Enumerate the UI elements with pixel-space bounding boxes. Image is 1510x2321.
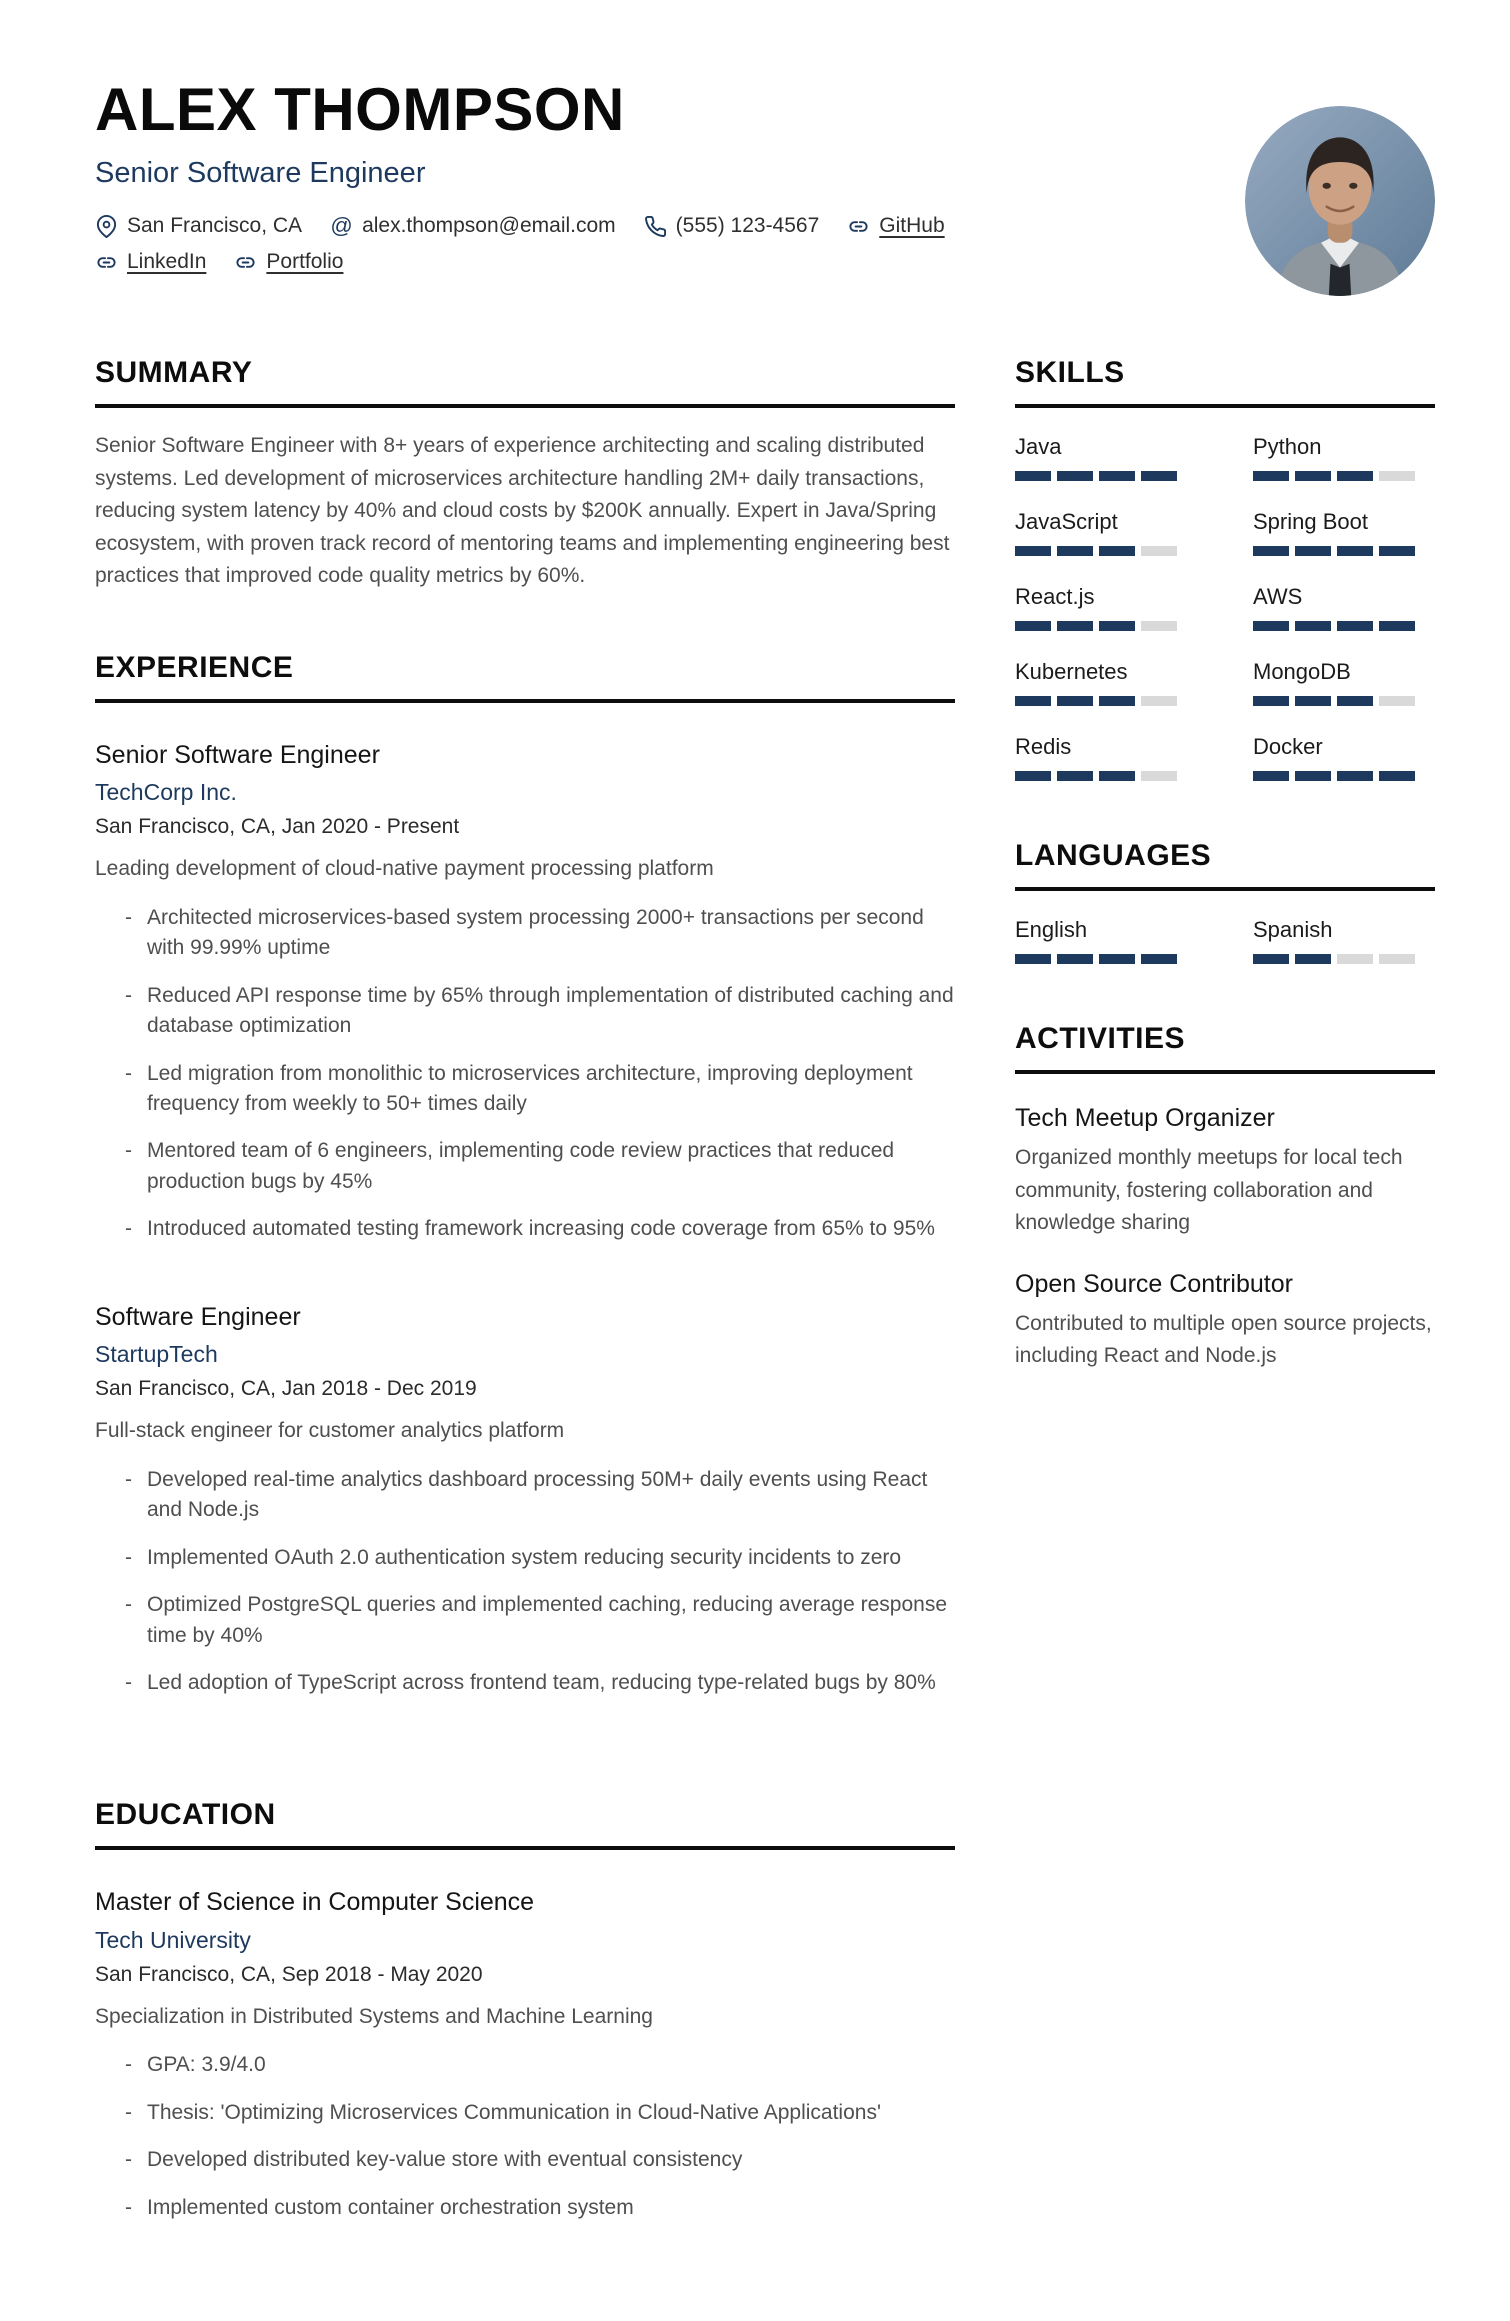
- bar-segment-filled: [1379, 621, 1415, 631]
- main-column: [95, 356, 955, 2281]
- skill-item: [1015, 434, 1197, 481]
- bar-segment-filled: [1253, 546, 1289, 556]
- bar-segment-filled: [1099, 696, 1135, 706]
- education-bullet-list: [95, 2050, 955, 2223]
- school-name: Tech University: [95, 1926, 251, 1953]
- languages-heading: LANGUAGES: [1015, 839, 1435, 891]
- linkedin-link[interactable]: LinkedIn: [127, 250, 207, 273]
- bar-segment-filled: [1057, 954, 1093, 964]
- bar-segment-filled: [1057, 546, 1093, 556]
- bar-segment-filled: [1379, 546, 1415, 556]
- bar-segment-filled: [1295, 621, 1331, 631]
- bar-segment-filled: [1015, 771, 1051, 781]
- contact-linkedin: [95, 250, 206, 274]
- skill-item: [1015, 734, 1197, 781]
- bar-segment-filled: [1057, 471, 1093, 481]
- activities-heading: ACTIVITIES: [1015, 1022, 1435, 1074]
- degree-title: Master of Science in Computer Science: [95, 1888, 535, 1917]
- header-identity: [95, 78, 945, 274]
- activity-title: Tech Meetup Organizer: [1015, 1104, 1275, 1132]
- experience-section: [95, 651, 955, 1699]
- bullet-item: [95, 2050, 955, 2080]
- skill-name: Java: [1015, 434, 1062, 459]
- summary-text: Senior Software Engineer with 8+ years of experience architecting and scaling distributed systems. Led development of microservices architecture handling 2M+ daily transactions, reducing system latency by 40% and cloud costs by $200K annually. Expert in Java/Spring ecosystem, with proven track record of mentoring teams and implementing engineering best practices that improved code quality metrics by 60%.: [95, 434, 950, 588]
- bar-segment-filled: [1015, 696, 1051, 706]
- bar-segment-filled: [1099, 954, 1135, 964]
- skill-name: Spring Boot: [1253, 509, 1368, 534]
- skill-level-bar: [1015, 771, 1197, 781]
- header: [95, 78, 1435, 296]
- bullet-list: [95, 903, 955, 1245]
- bullet-text: - Mentored team of 6 engineers, implementing code review practices that reduced production bugs by 45%: [147, 1139, 895, 1193]
- summary-heading: SUMMARY: [95, 356, 955, 408]
- bar-segment-filled: [1295, 771, 1331, 781]
- bullet-text: - Reduced API response time by 65% through implementation of distributed caching and database optimization: [147, 983, 954, 1038]
- bullet-item: [95, 1136, 955, 1197]
- bullet-list: [95, 1465, 955, 1699]
- bar-segment-filled: [1057, 771, 1093, 781]
- bar-segment-filled: [1015, 954, 1051, 964]
- bar-segment-filled: [1379, 771, 1415, 781]
- bar-segment-filled: [1253, 954, 1289, 964]
- github-link[interactable]: GitHub: [879, 214, 945, 237]
- skill-item: [1253, 659, 1435, 706]
- bullet-text: - Introduced automated testing framework increasing code coverage from 65% to 95%: [147, 1217, 935, 1241]
- job-description: Leading development of cloud-native payment processing platform: [95, 857, 714, 881]
- location-pin-icon: [95, 215, 118, 238]
- link-icon: [234, 251, 257, 274]
- education-heading: EDUCATION: [95, 1798, 955, 1850]
- language-item: [1253, 917, 1435, 964]
- language-level-bar: [1015, 954, 1197, 964]
- skill-level-bar: [1253, 471, 1435, 481]
- bullet-text: - Thesis: 'Optimizing Microservices Communication in Cloud-Native Applications': [147, 2100, 881, 2124]
- contact-location-text: San Francisco, CA: [127, 214, 303, 237]
- bar-segment-filled: [1141, 471, 1177, 481]
- bar-segment-filled: [1337, 471, 1373, 481]
- bullet-text: - Developed distributed key-value store with eventual consistency: [147, 2148, 743, 2172]
- bullet-text: - Implemented OAuth 2.0 authentication system reducing security incidents to zero: [147, 1545, 902, 1569]
- person-role-title: Senior Software Engineer: [95, 157, 426, 189]
- education-location-dates: San Francisco, CA, Sep 2018 - May 2020: [95, 1962, 483, 1986]
- education-description: Specialization in Distributed Systems and Machine Learning: [95, 2004, 653, 2028]
- contact-block: [95, 214, 945, 274]
- skill-name: AWS: [1253, 584, 1303, 609]
- bar-segment-filled: [1099, 621, 1135, 631]
- bullet-item: [95, 1668, 955, 1698]
- skill-level-bar: [1015, 471, 1197, 481]
- bullet-text: - Led adoption of TypeScript across frontend team, reducing type-related bugs by 80%: [147, 1670, 936, 1694]
- skill-level-bar: [1253, 621, 1435, 631]
- bar-segment-filled: [1295, 471, 1331, 481]
- link-icon: [847, 215, 870, 238]
- activity-description: Organized monthly meetups for local tech community, fostering collaboration and knowledge sharing: [1015, 1146, 1403, 1235]
- skills-heading: SKILLS: [1015, 356, 1435, 408]
- bullet-item: [95, 1543, 955, 1573]
- skill-level-bar: [1253, 696, 1435, 706]
- bullet-item: [95, 1059, 955, 1120]
- bar-segment-filled: [1253, 621, 1289, 631]
- job-entry: [95, 1301, 955, 1699]
- bar-segment-empty: [1141, 546, 1177, 556]
- skill-name: React.js: [1015, 584, 1095, 609]
- bar-segment-empty: [1141, 621, 1177, 631]
- language-level-bar: [1253, 954, 1435, 964]
- person-name: ALEX THOMPSON: [95, 76, 625, 143]
- job-title: Software Engineer: [95, 1302, 301, 1331]
- content-columns: [95, 356, 1435, 2281]
- bullet-text: - Optimized PostgreSQL queries and implemented caching, reducing average response time by 40%: [147, 1593, 948, 1647]
- bullet-text: - GPA: 3.9/4.0: [147, 2053, 266, 2077]
- job-title: Senior Software Engineer: [95, 740, 380, 769]
- bar-segment-filled: [1337, 546, 1373, 556]
- contact-phone: [644, 214, 820, 238]
- sidebar-column: [1015, 356, 1435, 2281]
- skill-level-bar: [1015, 546, 1197, 556]
- bar-segment-filled: [1141, 954, 1177, 964]
- skill-item: [1015, 509, 1197, 556]
- link-icon: [95, 251, 118, 274]
- activity-item: [1015, 1270, 1435, 1373]
- activity-description: Contributed to multiple open source projects, including React and Node.js: [1015, 1311, 1432, 1368]
- skill-item: [1253, 584, 1435, 631]
- profile-photo: [1245, 106, 1435, 296]
- skill-name: Docker: [1253, 734, 1323, 759]
- bar-segment-empty: [1379, 696, 1415, 706]
- bar-segment-filled: [1295, 696, 1331, 706]
- skill-name: MongoDB: [1253, 659, 1351, 684]
- contact-email: [330, 214, 616, 238]
- bar-segment-filled: [1015, 546, 1051, 556]
- skill-item: [1015, 659, 1197, 706]
- bar-segment-filled: [1253, 771, 1289, 781]
- company-name: TechCorp Inc.: [95, 779, 237, 806]
- skill-level-bar: [1015, 621, 1197, 631]
- activities-section: [1015, 1022, 1435, 1373]
- bullet-text: - Implemented custom container orchestration system: [147, 2195, 634, 2219]
- experience-heading: EXPERIENCE: [95, 651, 955, 703]
- profile-photo-illustration: [1245, 106, 1435, 296]
- bar-segment-filled: [1015, 471, 1051, 481]
- bar-segment-filled: [1253, 696, 1289, 706]
- contact-email-text: alex.thompson@email.com: [362, 214, 616, 237]
- phone-icon: [644, 215, 667, 238]
- bullet-text: - Led migration from monolithic to microservices architecture, improving deployment frequency from weekly to 50+ times daily: [147, 1061, 913, 1115]
- bullet-text: - Developed real-time analytics dashboard processing 50M+ daily events using React and Node.js: [147, 1467, 928, 1522]
- contact-github: [847, 214, 944, 238]
- company-name: StartupTech: [95, 1341, 218, 1368]
- skill-name: Kubernetes: [1015, 659, 1128, 684]
- job-location-dates: San Francisco, CA, Jan 2018 - Dec 2019: [95, 1377, 477, 1401]
- bar-segment-empty: [1379, 471, 1415, 481]
- skill-item: [1015, 584, 1197, 631]
- at-icon: @: [330, 213, 353, 238]
- bar-segment-empty: [1379, 954, 1415, 964]
- bar-segment-empty: [1141, 696, 1177, 706]
- bullet-item: [95, 1590, 955, 1651]
- bar-segment-empty: [1337, 954, 1373, 964]
- contact-row-1: [95, 214, 945, 238]
- skill-name: JavaScript: [1015, 509, 1118, 534]
- job-entry: [95, 739, 955, 1245]
- bar-segment-filled: [1253, 471, 1289, 481]
- bar-segment-filled: [1337, 771, 1373, 781]
- bar-segment-filled: [1295, 546, 1331, 556]
- skill-name: Redis: [1015, 734, 1072, 759]
- language-item: [1015, 917, 1197, 964]
- bar-segment-filled: [1295, 954, 1331, 964]
- bullet-item: [95, 1465, 955, 1526]
- activities-list: [1015, 1104, 1435, 1373]
- bullet-item: [95, 2193, 955, 2223]
- job-location-dates: San Francisco, CA, Jan 2020 - Present: [95, 815, 460, 839]
- education-entry: [95, 1886, 955, 2223]
- bar-segment-filled: [1099, 471, 1135, 481]
- skill-item: [1253, 734, 1435, 781]
- contact-portfolio: [234, 250, 343, 274]
- languages-section: [1015, 839, 1435, 964]
- languages-grid: [1015, 917, 1435, 964]
- activity-title: Open Source Contributor: [1015, 1269, 1293, 1298]
- bullet-item: [95, 1214, 955, 1244]
- bar-segment-empty: [1141, 771, 1177, 781]
- skills-section: [1015, 356, 1435, 781]
- skill-item: [1253, 509, 1435, 556]
- skill-level-bar: [1253, 771, 1435, 781]
- activity-item: [1015, 1104, 1435, 1240]
- job-description: Full-stack engineer for customer analytics platform: [95, 1419, 565, 1443]
- bar-segment-filled: [1057, 696, 1093, 706]
- bullet-text: - Architected microservices-based system processing 2000+ transactions per second with 99.99% uptime: [147, 905, 924, 960]
- bar-segment-filled: [1057, 621, 1093, 631]
- summary-section: [95, 356, 955, 593]
- skill-name: Python: [1253, 434, 1322, 459]
- bar-segment-filled: [1099, 546, 1135, 556]
- education-section: [95, 1798, 955, 2223]
- bar-segment-filled: [1099, 771, 1135, 781]
- bullet-item: [95, 903, 955, 964]
- skill-item: [1253, 434, 1435, 481]
- contact-row-2: [95, 250, 945, 274]
- language-name: Spanish: [1253, 917, 1333, 942]
- bar-segment-filled: [1337, 621, 1373, 631]
- bullet-item: [95, 981, 955, 1042]
- portfolio-link[interactable]: Portfolio: [266, 250, 344, 273]
- contact-location: [95, 214, 302, 238]
- bullet-item: [95, 2098, 955, 2128]
- language-name: English: [1015, 917, 1088, 942]
- job-list: [95, 739, 955, 1699]
- contact-phone-text: (555) 123-4567: [675, 214, 820, 237]
- bullet-item: [95, 2145, 955, 2175]
- skill-level-bar: [1253, 546, 1435, 556]
- skills-grid: [1015, 434, 1435, 781]
- bar-segment-filled: [1337, 696, 1373, 706]
- skill-level-bar: [1015, 696, 1197, 706]
- bar-segment-filled: [1015, 621, 1051, 631]
